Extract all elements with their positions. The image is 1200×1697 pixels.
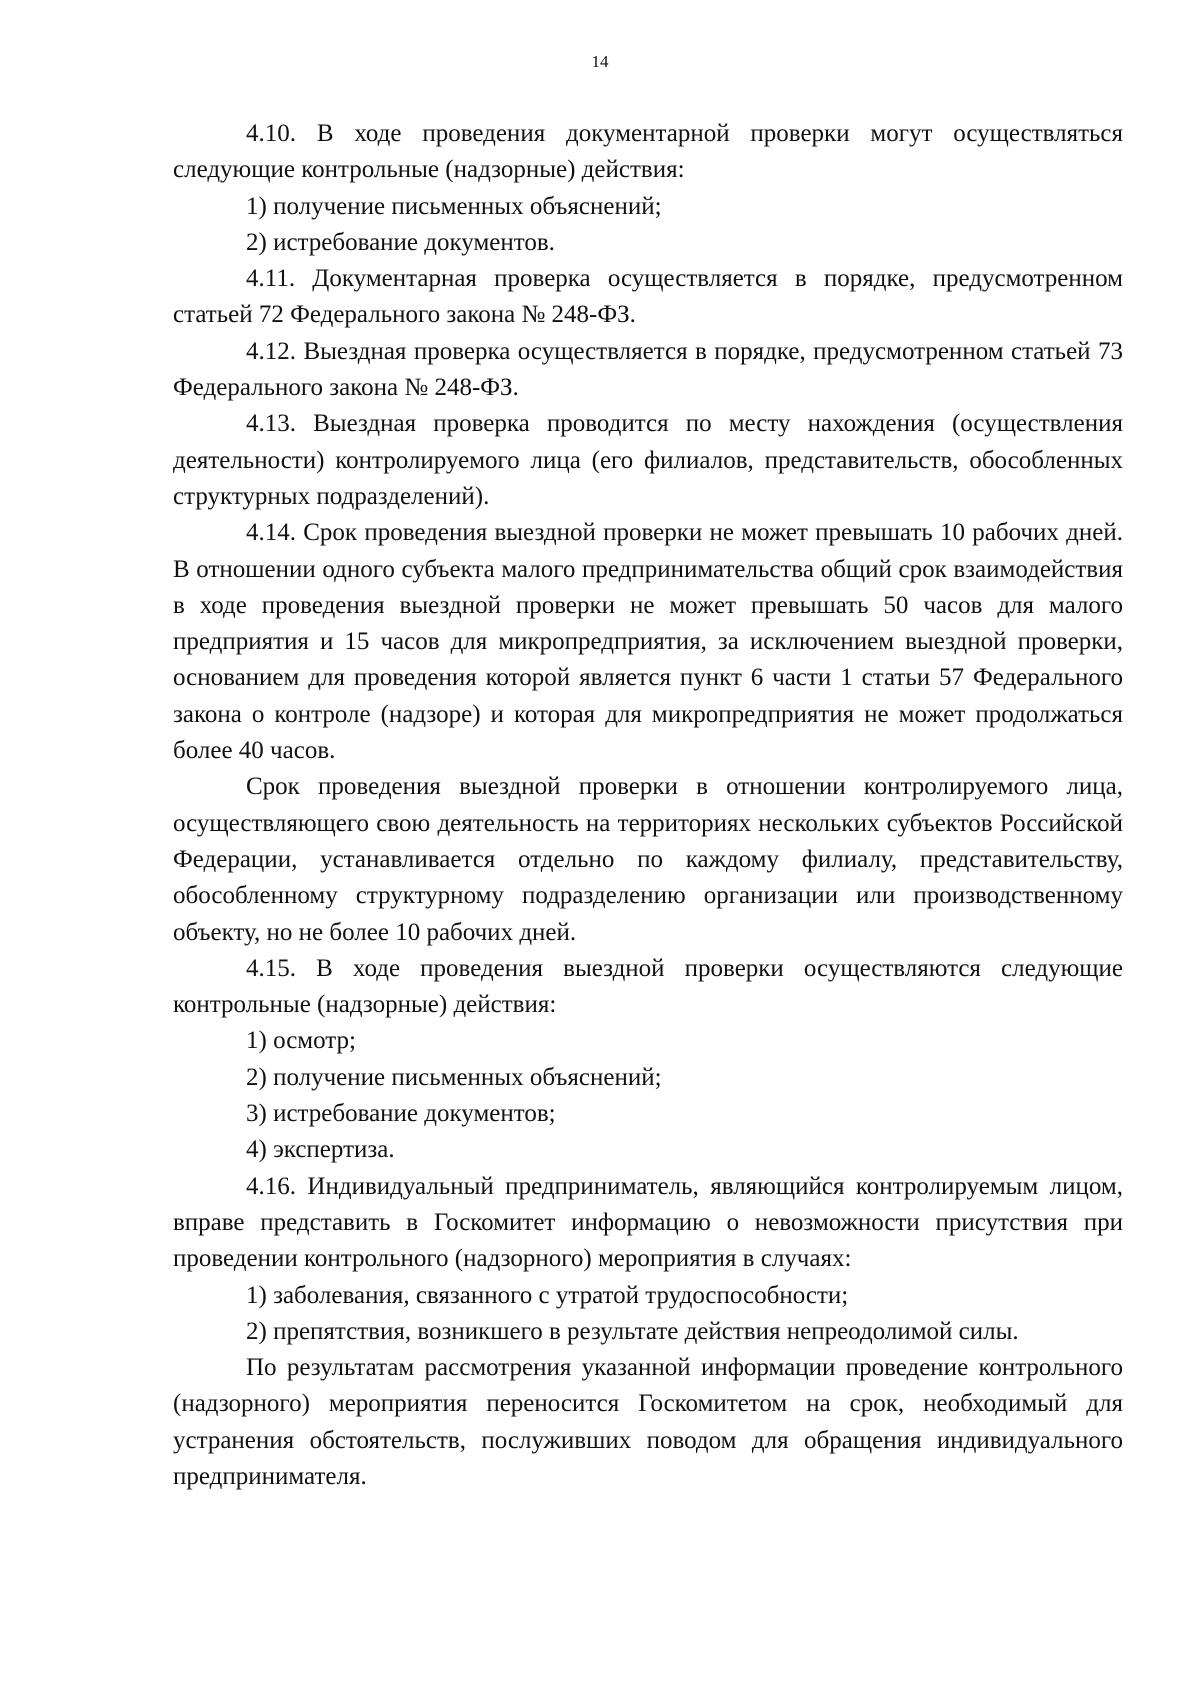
list-item: 2) препятствия, возникшего в результате действия непреодолимой силы. [246, 1317, 1019, 1345]
paragraph-4-12: 4.12. Выездная проверка осуществляется в порядке, предусмотренном статьей 73 Федерального закона № 248-ФЗ. [173, 337, 1123, 402]
list-item: 2) истребование документов. [246, 228, 555, 256]
paragraph-4-14-continued: Срок проведения выездной проверки в отношении контролируемого лица, осуществляющего свою деятельность на территориях нескольких субъектов Российской Федерации, устанавливается отдельно по каждому филиалу, представительству, обособленному структурному подразделению организации или производственному объекту, но не более 10 рабочих дней. [173, 773, 1123, 946]
list-item: 1) осмотр; [246, 1027, 356, 1055]
list-item: 1) заболевания, связанного с утратой трудоспособности; [246, 1281, 849, 1309]
page-number: 14 [591, 52, 609, 71]
list-item: 4) экспертиза. [246, 1136, 395, 1164]
paragraph-4-16: 4.16. Индивидуальный предприниматель, являющийся контролируемым лицом, вправе представить в Госкомитет информацию о невозможности присутствия при проведении контрольного (надзорного) мероприятия в случаях: [173, 1172, 1123, 1273]
paragraph-4-15: 4.15. В ходе проведения выездной проверки осуществляются следующие контрольные (надзорные) действия: [173, 954, 1123, 1019]
paragraph-4-13: 4.13. Выездная проверка проводится по месту нахождения (осуществления деятельности) контролируемого лица (его филиалов, представительств, обособленных структурных подразделений). [173, 410, 1123, 510]
list-item: 1) получение письменных объяснений; [246, 192, 662, 220]
paragraph-4-16-continued: По результатам рассмотрения указанной информации проведение контрольного (надзорного) мероприятия переносится Госкомитетом на срок, необходимый для устранения обстоятельств, послуживших поводом для обращения индивидуального предпринимателя. [173, 1354, 1123, 1490]
list-item: 2) получение письменных объяснений; [246, 1063, 662, 1091]
paragraph-4-11: 4.11. Документарная проверка осуществляется в порядке, предусмотренном статьей 72 Федерального закона № 248-ФЗ. [173, 265, 1123, 329]
document-body [173, 116, 1123, 1495]
list-item: 3) истребование документов; [246, 1100, 556, 1128]
paragraph-4-10: 4.10. В ходе проведения документарной проверки могут осуществляться следующие контрольные (надзорные) действия: [173, 120, 1123, 184]
paragraph-4-14: 4.14. Срок проведения выездной проверки не может превышать 10 рабочих дней. В отношении одного субъекта малого предпринимательства общий срок взаимодействия в ходе проведения выездной проверки не может превышать 50 часов для малого предприятия и 15 часов для микропредприятия, за исключением выездной проверки, основанием для проведения которой является пункт 6 части 1 статьи 57 Федерального закона о контроле (надзоре) и которая для микропредприятия не может продолжаться более 40 часов. [173, 519, 1123, 765]
